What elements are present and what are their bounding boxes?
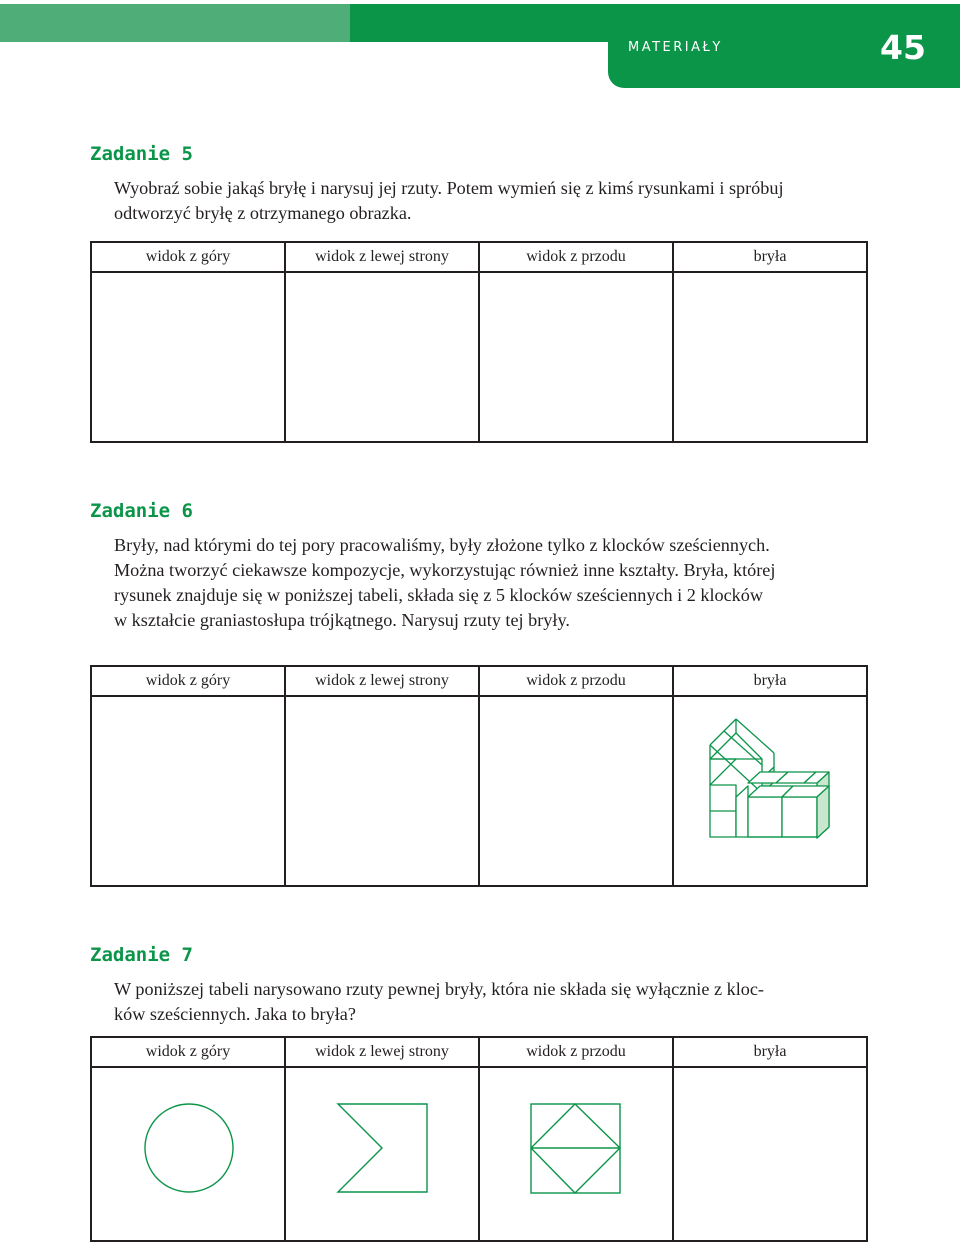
table-header-row [91,666,867,696]
task-7-line: ków sześciennych. Jaka to bryła? [114,1004,356,1024]
cell-front-view[interactable] [479,696,673,886]
header-solid: bryła [673,242,867,272]
page-number: 45 [880,28,926,67]
task-5-table [90,241,868,443]
cell-top-view[interactable] [91,696,285,886]
task-6-line: Bryły, nad którymi do tej pory pracowaliśmy, były złożone tylko z klocków sześciennych. [114,535,770,555]
task-6-line: w kształcie graniastosłupa trójkątnego. Narysuj rzuty tej bryły. [114,610,570,630]
section-label: MATERIAŁY [628,40,723,55]
cell-solid[interactable] [673,1067,867,1241]
cell-top-view [91,1067,285,1241]
task-6-text [114,533,868,633]
table-row [91,696,867,886]
cell-left-view [285,1067,479,1241]
cell-solid[interactable] [673,272,867,442]
header-left-view: widok z lewej strony [285,1037,479,1067]
table-header-row [91,242,867,272]
header-left-view: widok z lewej strony [285,666,479,696]
cell-front-view [479,1067,673,1241]
task-5-text [114,176,868,226]
square-with-diamond-view-icon [480,1068,672,1240]
table-row [91,272,867,442]
table-header-row [91,1037,867,1067]
task-6-line: Można tworzyć ciekawsze kompozycje, wykorzystując również inne kształty. Bryła, której [114,560,776,580]
task-5-line: odtworzyć bryłę z otrzymanego obrazka. [114,203,412,223]
circle-view-icon [92,1068,284,1240]
task-5-line: Wyobraź sobie jakąś bryłę i narysuj jej rzuty. Potem wymień się z kimś rysunkami i spróbuj [114,178,784,198]
blocks-with-prisms-drawing-icon [674,697,866,885]
cell-left-view[interactable] [285,272,479,442]
header-top-view: widok z góry [91,1037,285,1067]
notched-square-view-icon [286,1068,478,1240]
header-front-view: widok z przodu [479,242,673,272]
cell-front-view[interactable] [479,272,673,442]
header-top-view: widok z góry [91,242,285,272]
task-7-line: W poniższej tabeli narysowano rzuty pewnej bryły, która nie składa się wyłącznie z kloc- [114,979,764,999]
table-row [91,1067,867,1241]
header-top-view: widok z góry [91,666,285,696]
header-left-view: widok z lewej strony [285,242,479,272]
task-7-text [114,977,868,1027]
header-front-view: widok z przodu [479,1037,673,1067]
cell-top-view[interactable] [91,272,285,442]
header-solid: bryła [673,666,867,696]
header-front-view: widok z przodu [479,666,673,696]
header-bar-light [0,4,350,42]
task-7-title: Zadanie 7 [90,944,193,966]
task-7-table [90,1036,868,1242]
task-6-line: rysunek znajduje się w poniższej tabeli, składa się z 5 klocków sześciennych i 2 klocków [114,585,764,605]
cell-solid [673,696,867,886]
task-6-table [90,665,868,887]
task-5-title: Zadanie 5 [90,143,193,165]
cell-left-view[interactable] [285,696,479,886]
header-solid: bryła [673,1037,867,1067]
task-6-title: Zadanie 6 [90,500,193,522]
